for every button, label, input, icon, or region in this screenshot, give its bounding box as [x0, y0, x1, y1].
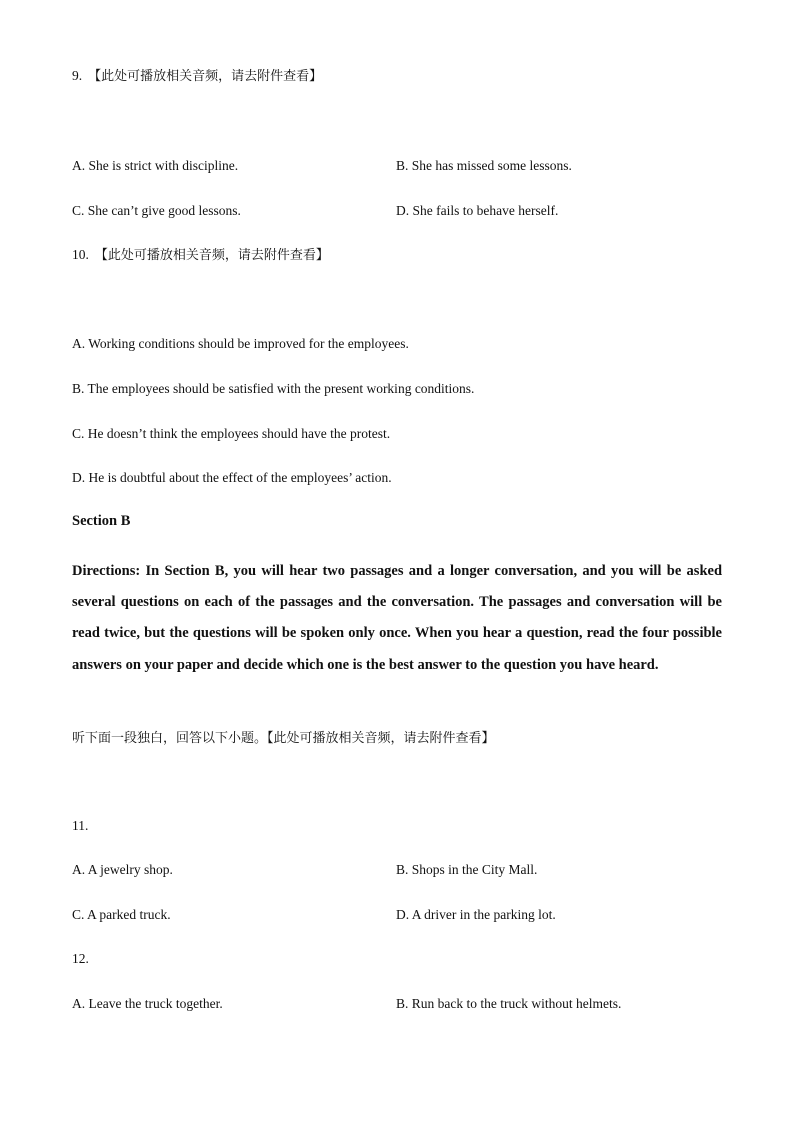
question-12-number: 12.	[72, 951, 89, 966]
section-b-directions	[72, 556, 722, 681]
question-10-number: 10.	[72, 247, 89, 262]
question-11-option-c: C. A parked truck.	[72, 907, 171, 922]
question-11-number: 11.	[72, 818, 89, 833]
question-9-number: 9.	[72, 68, 83, 83]
question-12-option-b: B. Run back to the truck without helmets.	[396, 996, 622, 1011]
question-10-audio-note[interactable]: 【此处可播放相关音频，请去附件查看】	[94, 248, 329, 263]
directions-text: In Section B, you will hear two passages and a longer conversation, and you will be asked several questions on each of the passages and the conversation. The passages and conversation will be read twice, but the questions will be spoken only once. When you hear a question, read the four possible answers on your paper and decide which one is the best answer to the question you have heard.	[72, 563, 723, 673]
question-11-option-b: B. Shops in the City Mall.	[396, 862, 538, 877]
question-10-option-a: A. Working conditions should be improved for the employees.	[72, 336, 409, 351]
question-9-option-b: B. She has missed some lessons.	[396, 158, 572, 173]
question-9-option-a: A. She is strict with discipline.	[72, 158, 239, 173]
question-9-header	[72, 67, 322, 86]
directions-label: Directions:	[72, 563, 141, 579]
question-9-option-d: D. She fails to behave herself.	[396, 203, 559, 218]
question-11-option-a: A. A jewelry shop.	[72, 862, 173, 877]
question-10-option-b: B. The employees should be satisfied with the present working conditions.	[72, 381, 475, 396]
monologue-intro[interactable]: 听下面一段独白，回答以下小题。【此处可播放相关音频，请去附件查看】	[72, 731, 495, 746]
section-b-title: Section B	[72, 513, 131, 529]
question-9-audio-note[interactable]: 【此处可播放相关音频，请去附件查看】	[88, 69, 323, 84]
question-11-option-d: D. A driver in the parking lot.	[396, 907, 556, 922]
question-10-option-d: D. He is doubtful about the effect of the employees’ action.	[72, 470, 392, 485]
question-10-option-c: C. He doesn’t think the employees should have the protest.	[72, 426, 391, 441]
question-12-option-a: A. Leave the truck together.	[72, 996, 223, 1011]
question-10-header	[72, 246, 329, 265]
question-9-option-c: C. She can’t give good lessons.	[72, 203, 241, 218]
